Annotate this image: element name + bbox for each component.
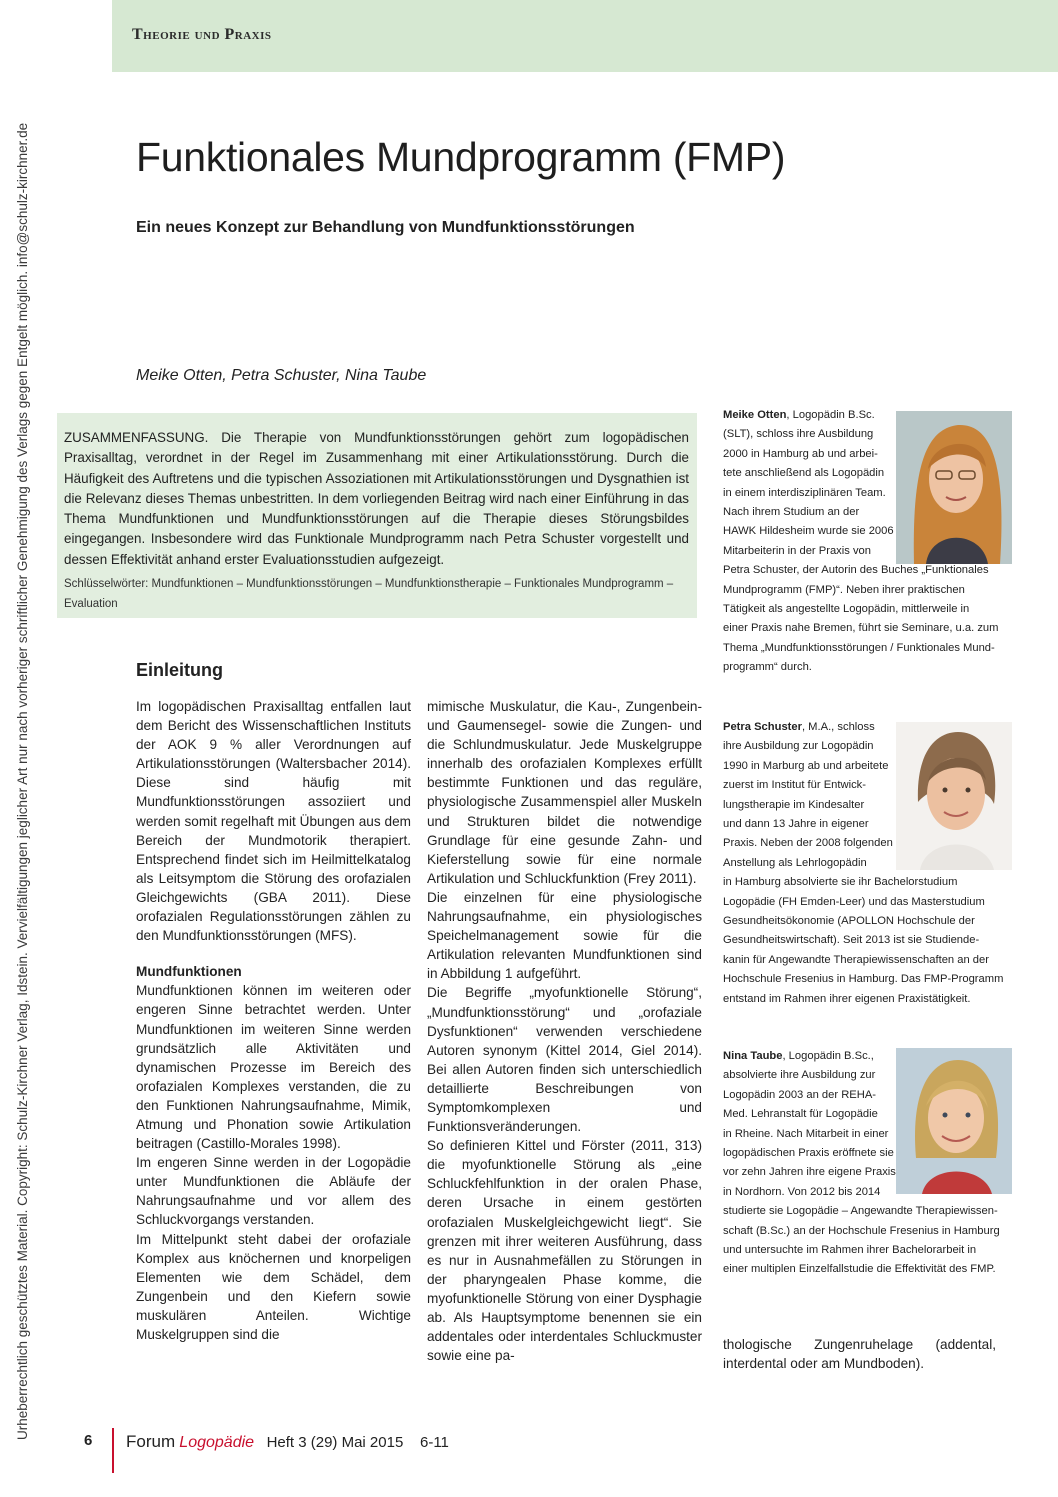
bio-line: Logopädie (FH Emden-Leer) und das Masterstudium <box>723 895 985 908</box>
body-column-3-continuation: thologische Zungenruhelage (addental, interdental oder am Mundboden). <box>723 1337 996 1372</box>
bio-line: vor zehn Jahren ihre eigene Praxis <box>723 1166 896 1179</box>
author-name: Meike Otten <box>723 409 787 421</box>
footer-divider <box>112 1428 114 1473</box>
bio-line: und untersuchte im Rahmen ihrer Bachelorarbeit in <box>723 1244 977 1257</box>
bio-line: kanin für Angewandte Therapiewissenschaften an der <box>723 953 989 966</box>
bio-line: , Logopädin B.Sc., <box>782 1050 874 1062</box>
paragraph: Die einzelnen für eine physiologische Nahrungsaufnahme, ein physiologisches Speichelmanagement sowie für die Artikulation relevanten Mundfunktionen sind in Abbildung 1 aufgeführt. <box>427 889 702 982</box>
bio-line: und dann 13 Jahre in eigener <box>723 818 869 831</box>
journal-name: Forum <box>126 1432 176 1451</box>
bio-line: Praxis. Neben der 2008 folgenden <box>723 837 893 850</box>
bio-line: Med. Lehranstalt für Logopädie <box>723 1108 878 1121</box>
bio-line: lungstherapie im Kindesalter <box>723 798 865 811</box>
subheading-mundfunktionen: Mundfunktionen <box>136 964 242 980</box>
bio-line: Hochschule Fresenius in Hamburg. Das FMP-Programm <box>723 973 1004 986</box>
author-photo-schuster <box>896 722 1012 870</box>
bio-line: schaft (B.Sc.) an der Hochschule Fresenius in Hamburg <box>723 1224 1000 1237</box>
page-number: 6 <box>84 1432 93 1449</box>
bio-line: Anstellung als Lehrlogopädin <box>723 856 867 869</box>
bio-line: Nach ihrem Studium an der <box>723 506 860 519</box>
bio-line: absolvierte ihre Ausbildung zur <box>723 1069 876 1082</box>
bio-line: logopädischen Praxis eröffnete sie <box>723 1147 894 1160</box>
article-subtitle: Ein neues Konzept zur Behandlung von Mundfunktionsstörungen <box>136 219 635 236</box>
keywords: Schlüsselwörter: Mundfunktionen – Mundfunktionsstörungen – Mundfunktionstherapie – Funktionales Mundprogramm – Evaluation <box>64 578 674 610</box>
bio-line: 1990 in Marburg ab und arbeitete <box>723 759 889 772</box>
body-column-1 <box>136 697 411 1344</box>
paragraph: mimische Muskulatur, die Kau-, Zungenbein- und Gaumensegel- sowie die Zungen- und die Schlundmuskulatur. Jede Muskelgruppe innerhalb des orofazialen Komplexes erfüllt bestimmte Funktionen und das reguläre, physiologische Zusammenspiel aller Muskeln und Strukturen bildet die notwendige Grundlage für eine gesunde Zahn- und Kieferstellung sowie für eine normale Artikulation und Schluckfunktion (Frey 2011). <box>427 699 702 886</box>
issue-info: Heft 3 (29) Mai 2015 <box>266 1434 404 1451</box>
bio-line: Petra Schuster, der Autorin des Buches „Funktionales <box>723 564 989 577</box>
section-label: Theorie und Praxis <box>132 26 272 43</box>
bio-line: Tätigkeit als angestellte Logopädin, mittlerweile in <box>723 603 970 616</box>
article-title: Funktionales Mundprogramm (FMP) <box>136 134 786 180</box>
paragraph: Im engeren Sinne werden in der Logopädie unter Mundfunktionen die Abläufe der Nahrungsaufnahme und vor allem des Schluckvorgangs verstanden. <box>136 1155 411 1228</box>
bio-line: einer Praxis nahe Bremen, führt sie Seminare, u.a. zum <box>723 622 999 635</box>
bio-line: zuerst im Institut für Entwick- <box>723 779 866 792</box>
paragraph: Mundfunktionen können im weiteren oder engeren Sinne betrachtet werden. Unter Mundfunktionen im weiteren Sinne werden grundsätzlich alle Aktivitäten und dynamischen Prozesse im Bereich des orofazialen Komplexes verstanden, die zu den Funktionen Nahrungsaufnahme, Mimik, Atmung und Phonation sowie Artikulation beitragen (Castillo-Morales 1998). <box>136 983 411 1152</box>
paragraph: Die Begriffe „myofunktionelle Störung“, „Mundfunktionsstörung“ und „orofaziale Dysfunktionen“ verwenden verschiedene Autoren synonym (Kittel 2014, Giel 2014). Bei allen Autoren finden sich unterschiedlich detaillierte Beschreibungen von Symptomkomplexen und Funktionsveränderungen. <box>427 985 702 1135</box>
bio-line: in Nordhorn. Von 2012 bis 2014 <box>723 1185 881 1198</box>
bio-line: ihre Ausbildung zur Logopädin <box>723 740 874 753</box>
bio-line: Logopädin 2003 an der REHA- <box>723 1088 877 1101</box>
copyright-side-note: Urheberrechtlich geschütztes Material. Copyright: Schulz-Kirchner Verlag, Idstein. Vervielfältigungen jeglicher Art nur nach vorheriger schriftlicher Genehmigung des Verlags gegen Entgelt möglich. info@schulz-kirchner.de <box>15 122 30 1440</box>
section-heading-einleitung: Einleitung <box>136 660 223 680</box>
paragraph: Im Mittelpunkt steht dabei der orofaziale Komplex aus knöchernen und knorpeligen Elementen wie dem Schädel, dem Zungenbein und den Kiefern sowie muskulären Anteilen. Wichtige Muskelgruppen sind die <box>136 1231 411 1342</box>
page-range: 6-11 <box>419 1434 449 1451</box>
bio-line: einer multiplen Einzelfallstudie die Effektivität des FMP. <box>723 1263 996 1276</box>
journal-name-accent: Logopädie <box>179 1434 255 1451</box>
bio-line: HAWK Hildesheim wurde sie 2006 <box>723 525 894 538</box>
bio-line: , M.A., schloss <box>801 721 875 733</box>
author-name: Nina Taube <box>723 1050 783 1062</box>
bio-line: in Hamburg absolvierte sie ihr Bachelorstudium <box>723 876 958 889</box>
bio-line: Gesundheitswirtschaft). Seit 2013 ist sie Studiende- <box>723 934 980 947</box>
author-photo-taube <box>896 1048 1012 1194</box>
bio-line: (SLT), schloss ihre Ausbildung <box>723 428 874 441</box>
bio-line: in einem interdisziplinären Team. <box>723 486 886 499</box>
author-photo-otten <box>896 411 1012 564</box>
paragraph: Im logopädischen Praxisalltag entfallen laut dem Bericht des Wissenschaftlichen Instituts der AOK 9 % aller Verordnungen auf Artikulationsstörungen (Waltersbacher 2014). Diese sind häufig mit Mundfunktionsstörungen assoziiert und werden somit regelhaft mit Übungen aus dem Bereich der Mundmotorik therapiert. Entsprechend findet sich im Heilmittelkatalog als Leitsymptom die Störung des orofazialen Gleichgewichts (GBA 2011). Diese orofazialen Regulationsstörungen zählen zu den Mundfunktionsstörungen (MFS). <box>136 699 411 944</box>
bio-line: programm“ durch. <box>723 661 812 674</box>
bio-line: Mitarbeiterin in der Praxis von <box>723 544 871 557</box>
bio-line: in Rheine. Nach Mitarbeit in einer <box>723 1127 889 1140</box>
author-name: Petra Schuster <box>723 721 802 733</box>
bio-line: tete anschließend als Logopädin <box>723 467 885 480</box>
bio-line: , Logopädin B.Sc. <box>786 409 875 421</box>
paragraph: So definieren Kittel und Förster (2011, 313) die myofunktionelle Störung als „eine Schluckfehlfunktion in der oralen Phase, deren Ursache in einem gestörten orofazialen Muskelgleichgewicht liegt“. Sie grenzen mit ihrer weiteren Ausführung, dass es nur in Ausnahmefällen zu Störungen in der pharyngealen Phase komme, die myofunktionelle Störung von einer Dysphagie ab. Als Hauptsymptome benennen sie ein addentales oder interdentales Schluckmuster sowie eine pa- <box>427 1138 702 1364</box>
body-column-2 <box>427 697 702 1365</box>
bio-line: Mundprogramm (FMP)“. Neben ihrer praktischen <box>723 583 965 596</box>
footer-journal-info <box>126 1432 449 1452</box>
bio-line: Gesundheitsökonomie (APOLLON Hochschule der <box>723 915 975 928</box>
bio-line: studierte sie Logopädie – Angewandte Therapiewissen- <box>723 1205 998 1218</box>
article-authors: Meike Otten, Petra Schuster, Nina Taube <box>136 367 427 384</box>
bio-line: 2000 in Hamburg ab und arbei- <box>723 447 878 460</box>
abstract-text: ZUSAMMENFASSUNG. Die Therapie von Mundfunktionsstörungen gehört zum logopädischen Praxisalltag, verordnet in der Regel im Zusammenhang mit einer Artikulationsstörung. Durch die Häufigkeit des Auftretens und die typischen Assoziationen mit Artikulationsstörungen und Dysgnathien ist die Relevanz dieses Themas unbestritten. In dem vorliegenden Beitrag wird nach einer Einführung in das Thema Mundfunktionen und Mundfunktionsstörungen auf die Therapie dieses Störungsbildes eingegangen. Insbesondere wird das Funktionale Mundprogramm nach Petra Schuster vorgestellt und dessen Effektivität anhand erster Evaluationsstudien aufgezeigt. <box>64 430 689 567</box>
bio-line: Thema „Mundfunktionsstörungen / Funktionales Mund- <box>723 641 995 654</box>
bio-line: entstand im Rahmen ihrer eigenen Praxistätigkeit. <box>723 992 971 1005</box>
